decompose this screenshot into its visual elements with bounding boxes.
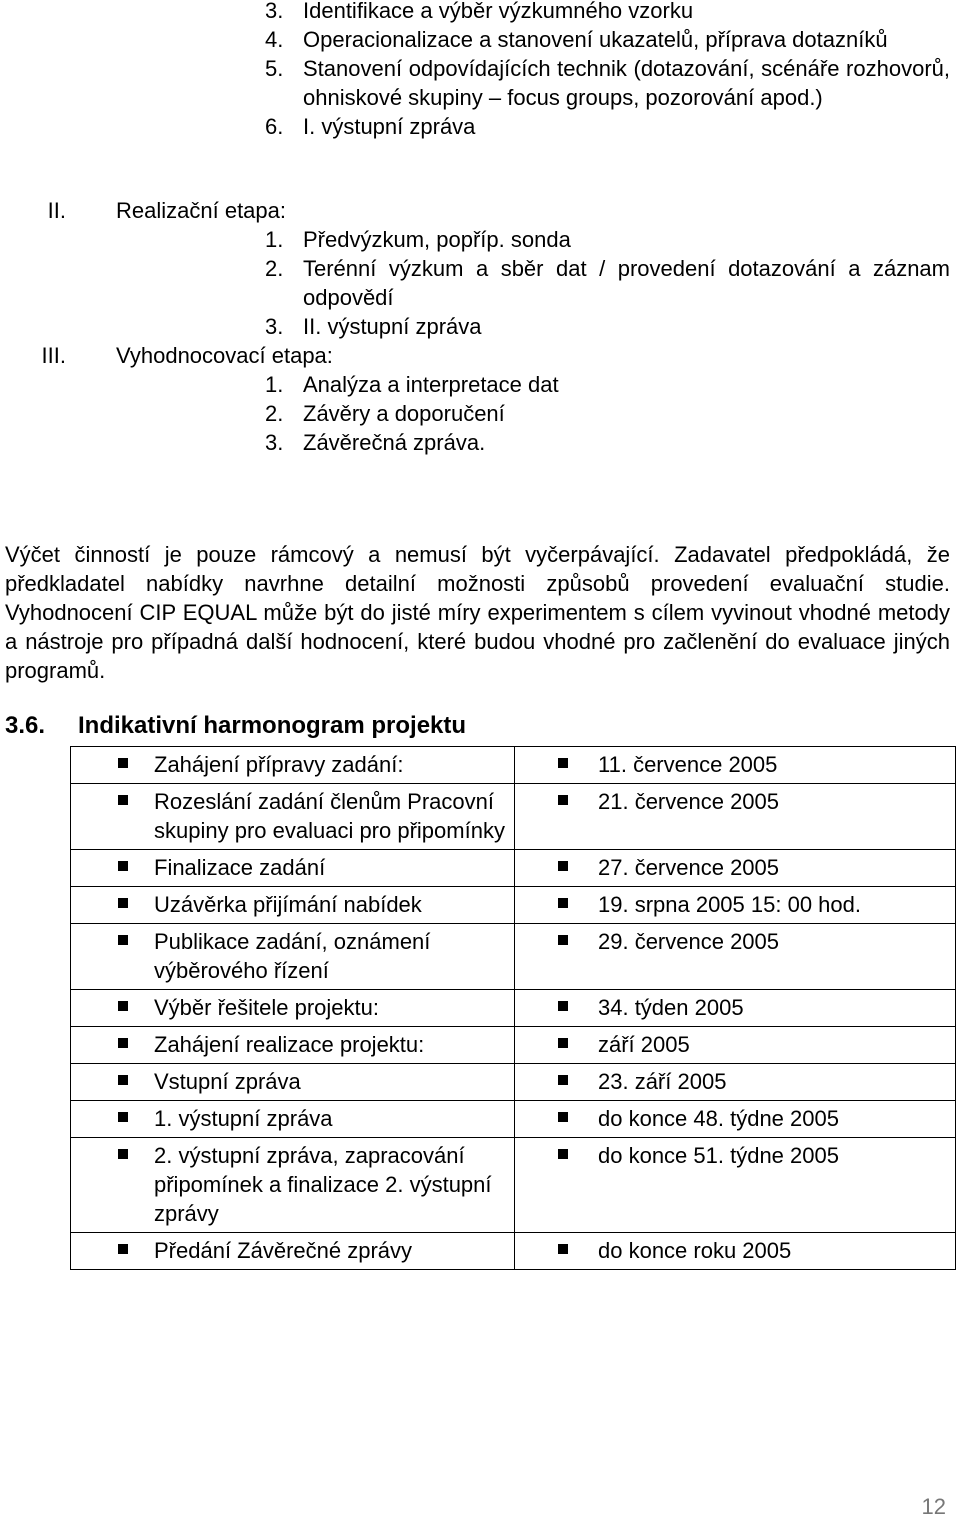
list-item-text: Identifikace a výběr výzkumného vzorku [303,0,694,23]
list-item-number: 6. [265,114,284,139]
schedule-task: Publikace zadání, oznámení výběrového řízení [154,929,431,983]
schedule-date-cell [515,784,956,850]
square-bullet-icon [558,1001,568,1011]
schedule-date: září 2005 [598,1032,690,1057]
schedule-task: Zahájení realizace projektu: [154,1032,425,1057]
schedule-date: 11. července 2005 [598,752,778,777]
square-bullet-icon [558,1149,568,1159]
schedule-date: do konce roku 2005 [598,1238,792,1263]
list-item-number: 1. [265,227,284,252]
body-paragraph: Výčet činností je pouze rámcový a nemusí být vyčerpávající. Zadavatel předpokládá, že předkladatel nabídky navrhne detailní možnosti způsobů provedení evaluační studie. Vyhodnocení CIP EQUAL může být do jisté míry experimentem s cílem vyvinout vhodné metody a nástroje pro případná další hodnocení, které budou vhodné pro začlenění do evaluace jiných programů. [5,542,950,683]
schedule-task-cell [71,850,515,887]
square-bullet-icon [118,1038,128,1048]
list-item-number: 5. [265,56,284,81]
list-item-number: 1. [265,372,284,397]
schedule-date: 23. září 2005 [598,1069,727,1094]
schedule-date-cell [515,1027,956,1064]
list-item-text: Terénní výzkum a sběr dat / provedení dotazování a záznam odpovědí [303,256,950,310]
section-heading [5,710,466,742]
square-bullet-icon [118,1112,128,1122]
schedule-date-cell [515,1064,956,1101]
table-row [71,784,956,850]
list-item [265,25,950,54]
list-item-number: 4. [265,27,284,52]
schedule-task-cell [71,747,515,784]
list-item [265,225,950,254]
schedule-task-cell [71,1138,515,1233]
list-item-text: Stanovení odpovídajících technik (dotazování, scénáře rozhovorů, ohniskové skupiny – focus groups, pozorování apod.) [303,56,950,110]
schedule-date-cell [515,1101,956,1138]
square-bullet-icon [558,795,568,805]
square-bullet-icon [558,1112,568,1122]
schedule-task-cell [71,924,515,990]
schedule-task-cell [71,1233,515,1270]
square-bullet-icon [558,758,568,768]
list-item-number: 3. [265,314,284,339]
schedule-task: Finalizace zadání [154,855,326,880]
list-item [265,428,950,457]
square-bullet-icon [558,935,568,945]
list-item [265,112,950,141]
schedule-task: Zahájení přípravy zadání: [154,752,404,777]
list-item [265,312,950,341]
square-bullet-icon [558,861,568,871]
phase-title: Vyhodnocovací etapa: [116,343,333,368]
square-bullet-icon [118,1001,128,1011]
schedule-date-cell [515,924,956,990]
schedule-task-cell [71,990,515,1027]
phase-number: II. [47,198,66,223]
list-item-number: 2. [265,256,284,281]
list-item [265,0,950,25]
phase-number: III. [41,343,66,368]
square-bullet-icon [118,935,128,945]
schedule-date: 29. července 2005 [598,929,780,954]
schedule-task: 2. výstupní zpráva, zapracování připomínek a finalizace 2. výstupní zprávy [154,1143,492,1226]
schedule-date-cell [515,1138,956,1233]
page-number: 12 [921,1494,946,1519]
phase-realization [0,196,950,341]
table-row [71,1233,956,1270]
square-bullet-icon [118,861,128,871]
table-row [71,850,956,887]
square-bullet-icon [118,1149,128,1159]
list-item-text: Operacionalizace a stanovení ukazatelů, příprava dotazníků [303,27,888,52]
schedule-table [70,746,956,1270]
schedule-task-cell [71,887,515,924]
schedule-task: Uzávěrka přijímání nabídek [154,892,422,917]
schedule-date: do konce 48. týdne 2005 [598,1106,839,1131]
table-row [71,990,956,1027]
list-item [265,254,950,312]
square-bullet-icon [558,1244,568,1254]
schedule-task-cell [71,784,515,850]
schedule-task: Rozeslání zadání členům Pracovní skupiny pro evaluaci pro připomínky [154,789,505,843]
list-item-text: Analýza a interpretace dat [303,372,559,397]
list-item-text: I. výstupní zpráva [303,114,476,139]
table-row [71,887,956,924]
schedule-task-cell [71,1027,515,1064]
schedule-date: 19. srpna 2005 15: 00 hod. [598,892,861,917]
list-item [265,54,950,112]
phase-evaluation [0,341,950,457]
schedule-task: Předání Závěrečné zprávy [154,1238,413,1263]
schedule-task: Výběr řešitele projektu: [154,995,379,1020]
schedule-date-cell [515,887,956,924]
schedule-date-cell [515,850,956,887]
schedule-date: 27. července 2005 [598,855,780,880]
schedule-date: do konce 51. týdne 2005 [598,1143,839,1168]
schedule-date: 34. týden 2005 [598,995,744,1020]
schedule-date: 21. července 2005 [598,789,780,814]
list-item-text: Závěrečná zpráva. [303,430,486,455]
list-item-number: 2. [265,401,284,426]
table-row [71,1064,956,1101]
table-row [71,1027,956,1064]
list-item-text: Závěry a doporučení [303,401,505,426]
section-title: Indikativní harmonogram projektu [78,712,467,739]
schedule-date-cell [515,747,956,784]
schedule-task: Vstupní zpráva [154,1069,301,1094]
square-bullet-icon [118,758,128,768]
square-bullet-icon [558,1038,568,1048]
schedule-date-cell [515,990,956,1027]
square-bullet-icon [558,898,568,908]
square-bullet-icon [118,898,128,908]
section-number: 3.6. [5,712,46,739]
table-row [71,747,956,784]
table-row [71,1101,956,1138]
list-item-number: 3. [265,430,284,455]
list-item-text: II. výstupní zpráva [303,314,482,339]
table-row [71,1138,956,1233]
list-item-number: 3. [265,0,284,23]
top-numbered-list [265,0,950,141]
schedule-task: 1. výstupní zpráva [154,1106,333,1131]
list-item-text: Předvýzkum, popříp. sonda [303,227,571,252]
phase-title: Realizační etapa: [116,198,286,223]
table-row [71,924,956,990]
square-bullet-icon [558,1075,568,1085]
schedule-task-cell [71,1101,515,1138]
square-bullet-icon [118,1244,128,1254]
list-item [265,370,950,399]
list-item [265,399,950,428]
square-bullet-icon [118,1075,128,1085]
schedule-date-cell [515,1233,956,1270]
schedule-task-cell [71,1064,515,1101]
square-bullet-icon [118,795,128,805]
